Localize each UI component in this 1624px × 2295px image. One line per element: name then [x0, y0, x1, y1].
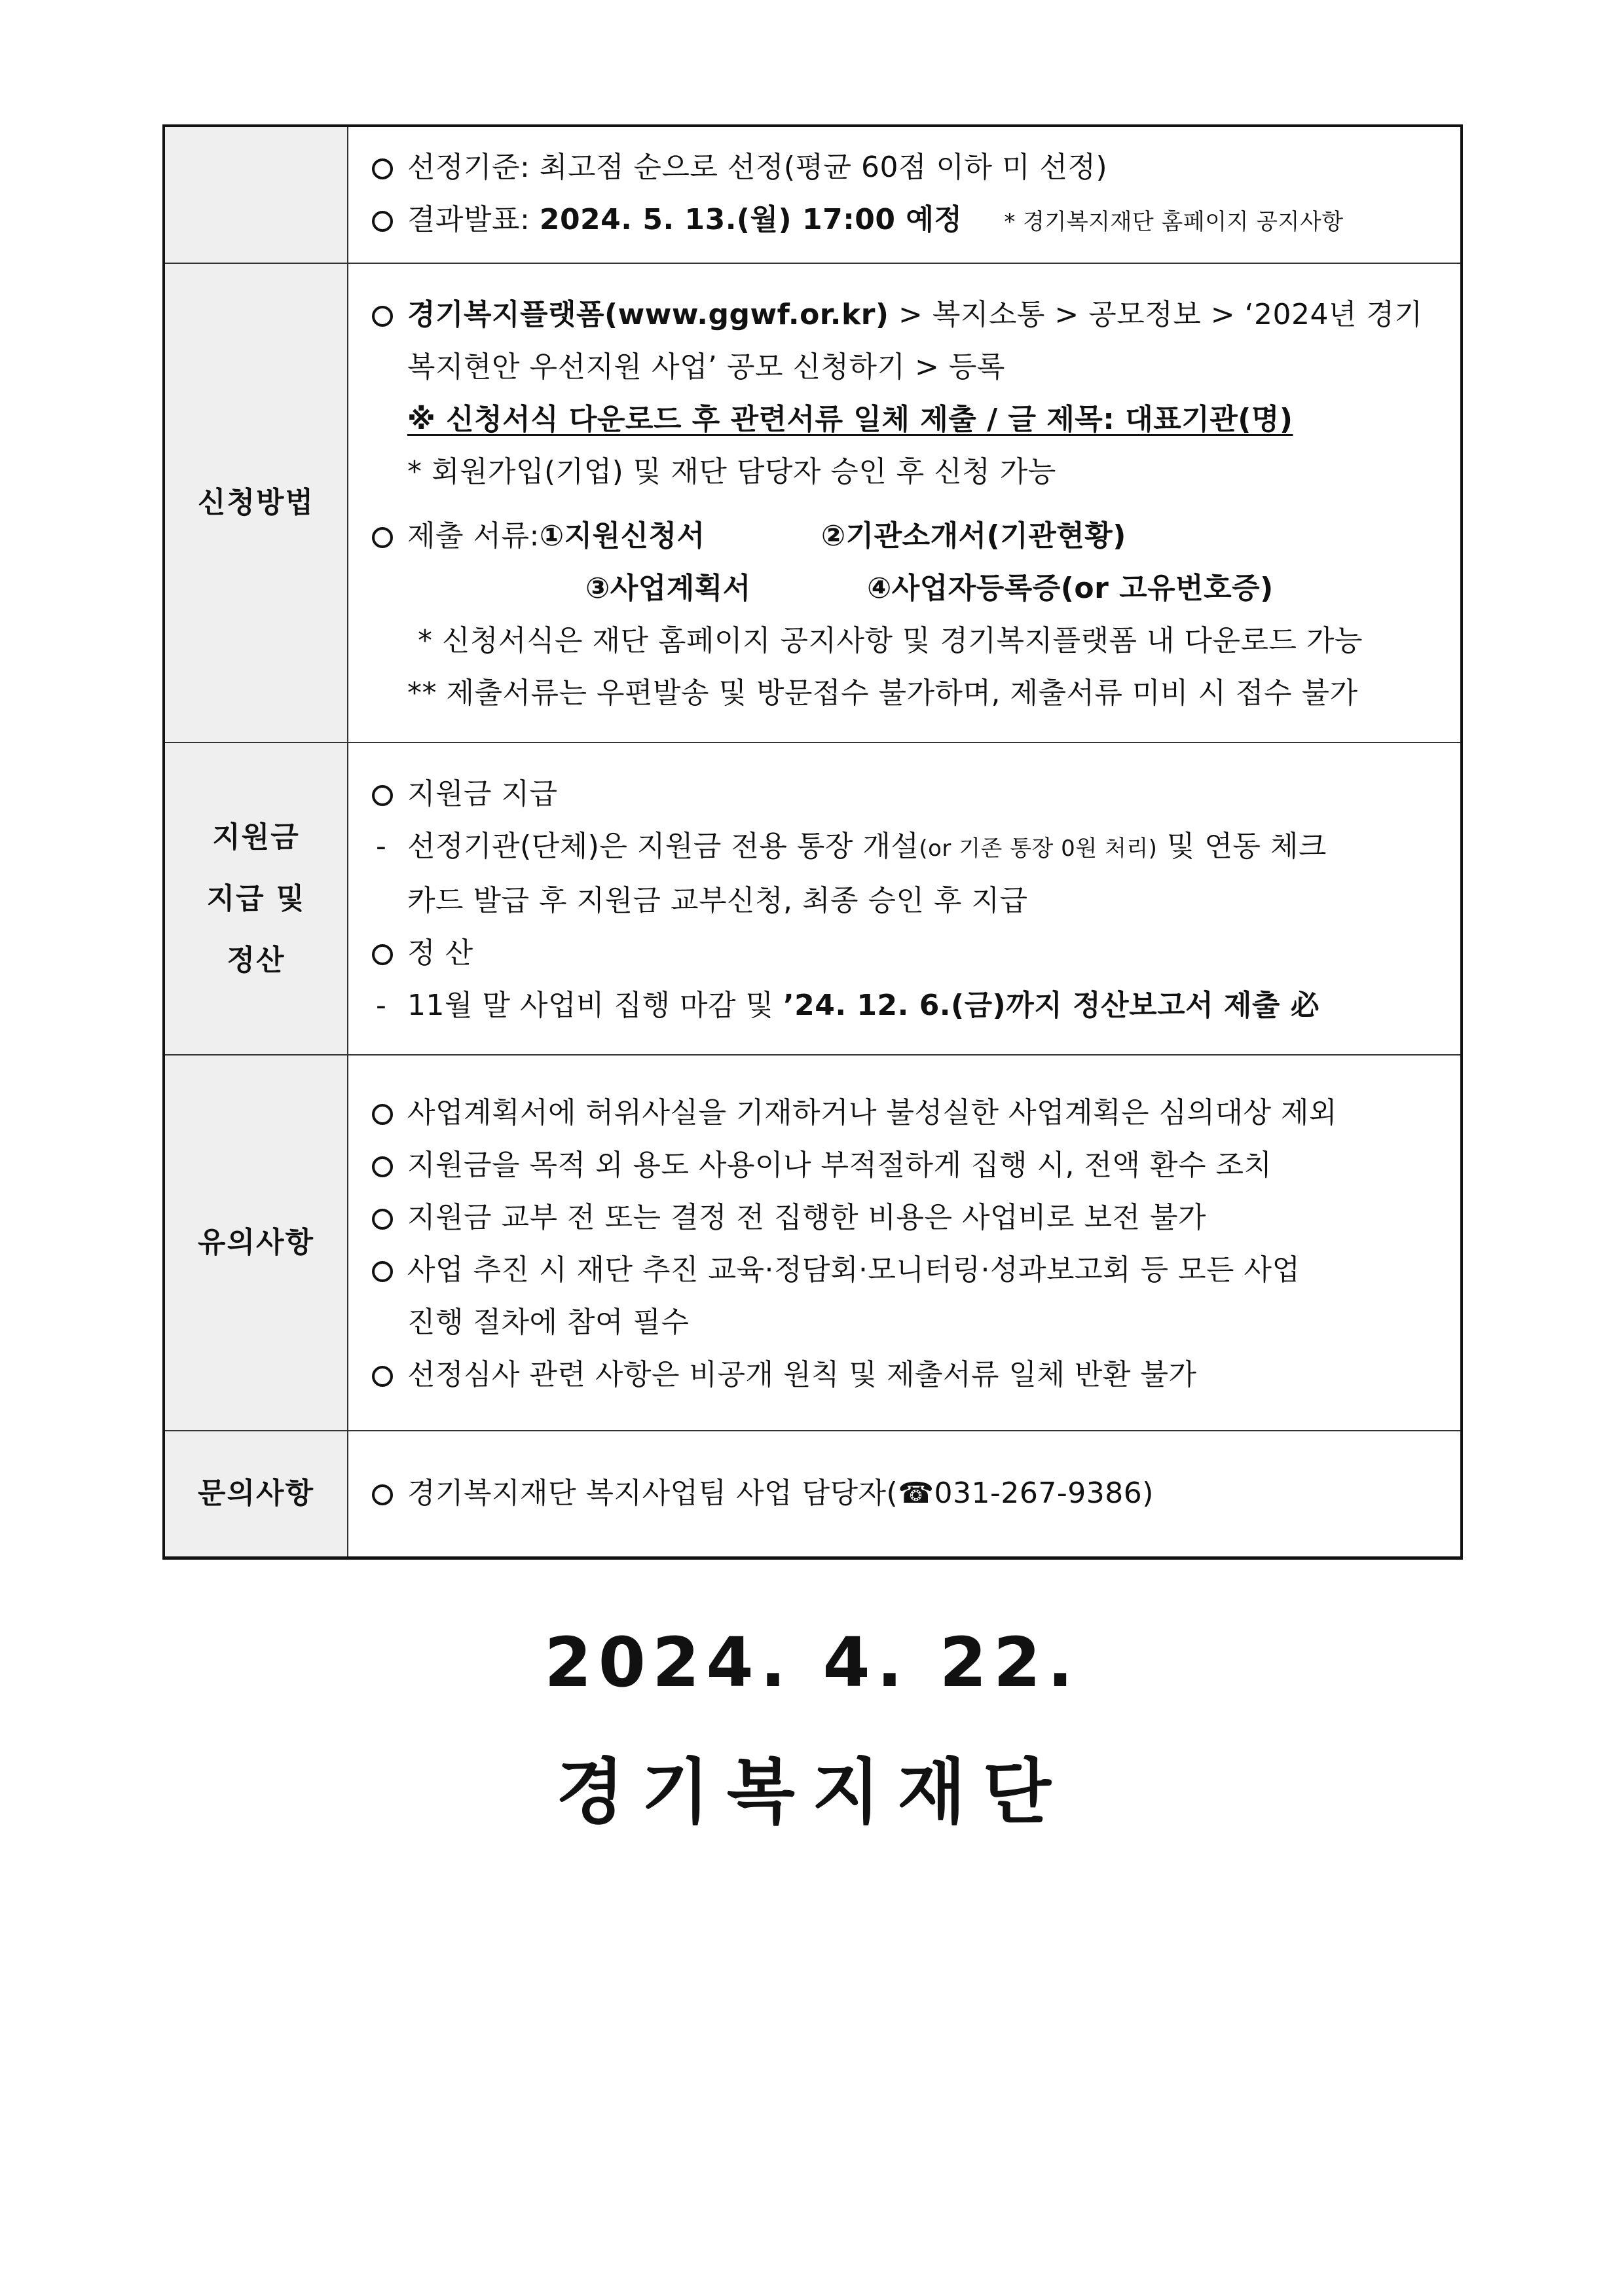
bullet-precaution: 선정심사 관련 사항은 비공개 원칙 및 제출서류 일체 반환 불가	[363, 1349, 1446, 1401]
row-label-payment: 지원금 지급 및 정산	[164, 743, 348, 1055]
bullet-precaution: 사업계획서에 허위사실을 기재하거나 불성실한 사업계획은 심의대상 제외	[363, 1087, 1446, 1139]
organization-name: 경기복지재단	[556, 1752, 1068, 1833]
doc-item: ④사업자등록증(or 고유번호증)	[867, 572, 1274, 605]
homepage-note: * 경기복지재단 홈페이지 공지사항	[1004, 209, 1344, 235]
row-content-precautions	[348, 1055, 1462, 1431]
bullet-settlement: 정 산	[363, 927, 1446, 980]
doc-item: ①지원신청서	[539, 519, 705, 553]
row-label-inquiry: 문의사항	[164, 1431, 348, 1558]
notice-download: ※ 신청서식 다운로드 후 관련서류 일체 제출 / 글 제목: 대표기관(명)	[407, 403, 1293, 436]
note-forms: * 신청서식은 재단 홈페이지 공지사항 및 경기복지플랫폼 내 다운로드 가능	[418, 624, 1363, 657]
bullet-platform-path: 경기복지플랫폼(www.ggwf.or.kr) > 복지소통 > 공모정보 > ‘2024년 경기	[363, 289, 1446, 341]
bullet-precaution: 지원금을 목적 외 용도 사용이나 부적절하게 집행 시, 전액 환수 조치	[363, 1139, 1446, 1192]
bullet-contact: 경기복지재단 복지사업팀 사업 담당자(☎031-267-9386)	[363, 1467, 1446, 1520]
note-member: * 회원가입(기업) 및 재단 담당자 승인 후 신청 가능	[407, 455, 1056, 488]
table-row-payment	[164, 743, 1462, 1055]
row-content-application	[348, 263, 1462, 743]
bullet-precaution: 지원금 교부 전 또는 결정 전 집행한 비용은 사업비로 보전 불가	[363, 1192, 1446, 1244]
bullet-result-announcement: 결과발표: 2024. 5. 13.(월) 17:00 예정 * 경기복지재단 홈페이지 공지사항	[363, 194, 1446, 248]
row-label-precautions: 유의사항	[164, 1055, 348, 1431]
dash-settlement: - 11월 말 사업비 집행 마감 및 ’24. 12. 6.(금)까지 정산보고서 제출 必	[376, 989, 1320, 1022]
note-submission: ** 제출서류는 우편발송 및 방문접수 불가하며, 제출서류 미비 시 접수 불가	[407, 676, 1358, 710]
bullet-precaution: 사업 추진 시 재단 추진 교육·정담회·모니터링·성과보고회 등 모든 사업	[363, 1244, 1446, 1296]
document-date: 2024. 4. 22.	[544, 1623, 1080, 1702]
table-row-inquiry	[164, 1431, 1462, 1558]
doc-item: ②기관소개서(기관현황)	[821, 519, 1126, 553]
table-row-precautions	[164, 1055, 1462, 1431]
bullet-documents: 제출 서류: ①지원신청서 ②기관소개서(기관현황)	[363, 510, 1446, 562]
row-content-inquiry	[348, 1431, 1462, 1558]
row-label-application: 신청방법	[164, 263, 348, 743]
dash-account: - 선정기관(단체)은 지원금 전용 통장 개설(or 기존 통장 0원 처리) 및 연동 체크	[376, 830, 1327, 863]
doc-item: ③사업계획서	[585, 572, 751, 605]
platform-path-continued: 복지현안 우선지원 사업’ 공모 신청하기 > 등록	[407, 350, 1005, 384]
row-content-selection	[348, 126, 1462, 263]
row-label-empty	[164, 126, 348, 263]
row-content-payment	[348, 743, 1462, 1055]
table-row-selection	[164, 126, 1462, 263]
info-table	[162, 124, 1463, 1560]
documents-continued	[363, 562, 1446, 615]
bullet-grant-payment: 지원금 지급	[363, 768, 1446, 820]
table-row-application	[164, 263, 1462, 743]
bullet-selection-criteria: 선정기준: 최고점 순으로 선정(평균 60점 이하 미 선정)	[363, 141, 1446, 194]
bullet-precaution-continued: 진행 절차에 참여 필수	[407, 1306, 690, 1339]
platform-link[interactable]: 경기복지플랫폼(www.ggwf.or.kr)	[407, 298, 889, 331]
dash-account-continued: 카드 발급 후 지원금 교부신청, 최종 승인 후 지급	[407, 884, 1028, 917]
